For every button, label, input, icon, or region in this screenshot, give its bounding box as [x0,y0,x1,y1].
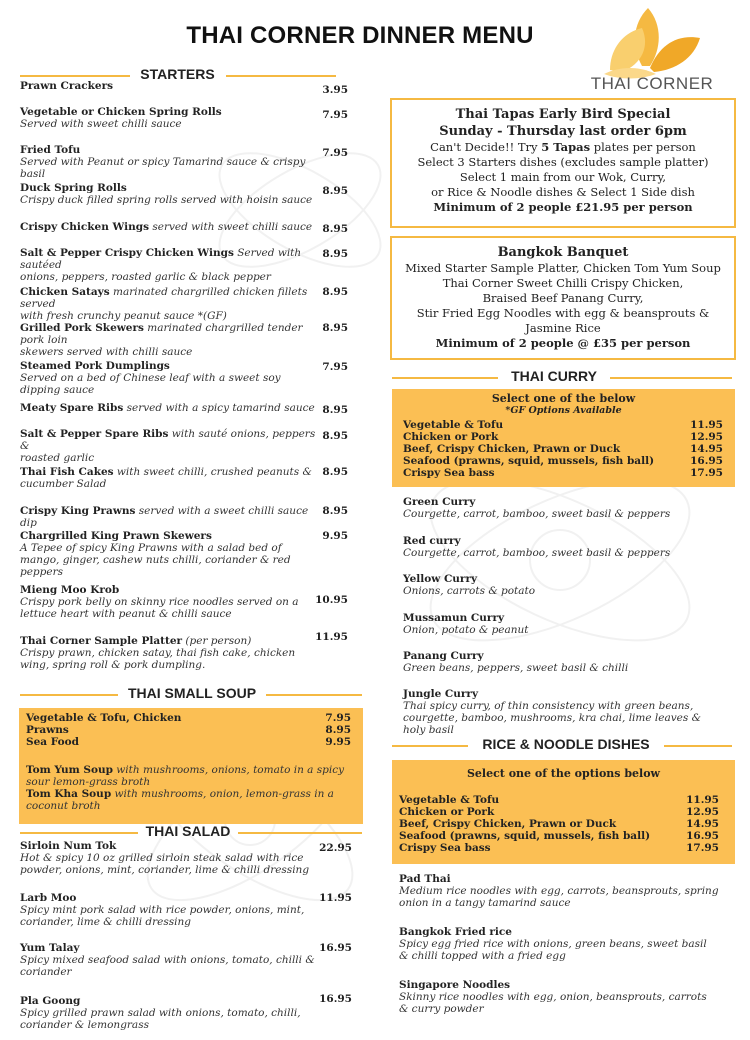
starter-item [20,182,320,206]
soup-box [19,708,363,824]
soup-item [26,764,356,788]
tapas-starters: Select 3 Starters dishes (excludes sample platter) [417,155,709,169]
curry-option-label: Vegetable & Tofu [403,419,504,431]
starter-desc: with fresh crunchy peanut sauce *(GF) [20,310,227,322]
salad-price: 11.95 [319,892,352,904]
curry-option-label: Crispy Sea bass [403,467,495,479]
curry-item [403,496,723,520]
banquet-line: Jasmine Rice [525,321,601,335]
rice-option-price: 16.95 [686,830,719,842]
starter-name: Salt & Pepper Spare Ribs [20,428,169,440]
curry-item [403,573,723,597]
starter-name: Mieng Moo Krob [20,584,120,596]
salad-rule-right [238,832,362,834]
salad-desc: Hot & spicy 10 oz grilled sirloin steak salad with rice powder, onions, mint, coriander, lime & chilli dressing [20,852,310,876]
tapas-try: Can't Decide!! Try 5 Tapas plates per person [430,140,696,154]
curry-option-row [403,467,723,479]
starter-desc: onions, peppers, roasted garlic & black pepper [20,271,271,283]
soup-desc: with mushrooms, onions, tomato in a spicy sour lemon-grass broth [26,764,345,788]
soup-desc: with mushrooms, onion, lemon-grass in a coconut broth [26,788,334,812]
tapas-main: Select 1 main from our Wok, Curry, [459,170,667,184]
starter-inline-desc: with sauté onions, peppers & [20,428,316,452]
starter-inline-desc: served with a sweet chilli sauce dip [20,505,309,529]
tapas-title: Thai Tapas Early Bird Special [455,107,671,122]
rice-option-row [399,794,719,806]
curry-select: Select one of the below [491,392,636,405]
starter-item [20,286,320,322]
rice-option-price: 17.95 [686,842,719,854]
page-title: THAI CORNER DINNER MENU [186,22,534,49]
starter-item [20,402,320,414]
starter-name: Chicken Satays [20,286,110,298]
salad-desc: Spicy mixed seafood salad with onions, tomato, chilli & coriander [20,954,315,978]
salad-heading: THAI SALAD [145,823,231,839]
salad-name: Pla Goong [20,995,81,1007]
curry-name: Red curry [403,535,461,547]
starter-price: 8.95 [322,286,348,298]
starter-name: Thai Fish Cakes [20,466,114,478]
soup-option-row [26,736,351,748]
rice-item [399,979,719,1015]
curry-desc: Thai spicy curry, of thin consistency with green beans, courgette, bamboo, mushrooms, kra chai, lime leaves & holy basil [403,700,701,736]
rice-option-row [399,818,719,830]
rice-option-row [399,806,719,818]
starter-item [20,247,320,283]
rice-option-label: Seafood (prawns, squid, mussels, fish ball) [399,830,651,842]
rice-rule-right [664,745,732,747]
starter-desc: roasted garlic [20,452,95,464]
rice-name: Singapore Noodles [399,979,511,991]
starter-price: 8.95 [322,466,348,478]
starter-name: Vegetable or Chicken Spring Rolls [20,106,222,118]
starter-item [20,530,320,578]
starter-desc: Served with sweet chilli sauce [20,118,182,130]
banquet-line: Thai Corner Sweet Chilli Crispy Chicken, [442,276,684,290]
rice-option-price: 12.95 [686,806,719,818]
curry-option-price: 11.95 [690,419,723,431]
soup-option-row [26,712,351,724]
rice-option-label: Crispy Sea bass [399,842,491,854]
starter-item [20,466,320,490]
rice-item [399,926,719,962]
starter-inline-desc: served with sweet chilli sauce [152,221,313,233]
starter-desc: Crispy prawn, chicken satay, thai fish cake, chicken wing, spring roll & pork dumpling. [20,647,296,671]
starter-price: 7.95 [322,147,348,159]
rice-box [392,760,735,864]
starter-item [20,322,320,358]
starter-item [20,428,320,464]
starters-rule-right [226,75,336,77]
rice-select: Select one of the options below [466,767,660,780]
starter-item [20,144,320,180]
tapas-side: or Rice & Noodle dishes & Select 1 Side dish [431,185,695,199]
starter-inline-desc: Served with sautéed [20,247,302,271]
banquet-box [390,236,736,360]
starter-name: Fried Tofu [20,144,81,156]
soup-option-label: Vegetable & Tofu, Chicken [26,712,182,724]
curry-name: Panang Curry [403,650,484,662]
soup-name: Tom Yum Soup [26,764,113,776]
curry-name: Jungle Curry [403,688,479,700]
rice-options [399,794,719,854]
curry-heading: THAI CURRY [511,368,597,384]
starter-item [20,635,320,671]
curry-desc: Onion, potato & peanut [403,624,529,636]
starter-price: 9.95 [322,530,348,542]
starter-name: Duck Spring Rolls [20,182,127,194]
curry-item [403,650,723,674]
soup-rule-right [266,694,362,696]
curry-gf: *GF Options Available [505,405,622,416]
starter-price: 3.95 [322,84,348,96]
rice-name: Pad Thai [399,873,451,885]
curry-option-row [403,443,723,455]
salad-item [20,942,320,978]
starter-inline-desc: (per person) [185,635,252,647]
starter-price: 8.95 [322,404,348,416]
starter-price: 11.95 [315,631,348,643]
starter-price: 7.95 [322,361,348,373]
starter-name: Thai Corner Sample Platter [20,635,183,647]
starter-name: Meaty Spare Ribs [20,402,124,414]
salad-name: Yum Talay [20,942,80,954]
soup-item [26,788,356,812]
banquet-lines [392,261,734,336]
soup-heading: THAI SMALL SOUP [127,685,257,701]
starter-price: 8.95 [322,185,348,197]
salad-desc: Spicy grilled prawn salad with onions, tomato, chilli, coriander & lemongrass [20,1007,301,1031]
salad-rule-left [20,832,138,834]
curry-name: Mussamun Curry [403,612,505,624]
soup-option-price: 9.95 [325,736,351,748]
rice-option-row [399,842,719,854]
starter-price: 8.95 [322,505,348,517]
soup-option-label: Sea Food [26,736,79,748]
curry-option-label: Chicken or Pork [403,431,499,443]
banquet-line: Stir Fried Egg Noodles with egg & beansprouts & [416,306,710,320]
starter-item [20,106,320,130]
starter-inline-desc: marinated chargrilled chicken fillets served [20,286,308,310]
salad-name: Larb Moo [20,892,77,904]
starter-price: 7.95 [322,109,348,121]
starter-item [20,360,320,396]
rice-heading: RICE & NOODLE DISHES [482,736,650,752]
banquet-min: Minimum of 2 people @ £35 per person [435,336,691,350]
rice-desc: Skinny rice noodles with egg, onion, beansprouts, carrots & curry powder [399,991,707,1015]
salad-item [20,840,320,876]
soup-types [26,764,356,812]
tapas-days: Sunday - Thursday last order 6pm [439,124,687,139]
curry-rule-right [610,377,732,379]
starter-name: Chargrilled King Prawn Skewers [20,530,212,542]
curry-option-price: 12.95 [690,431,723,443]
starter-name: Crispy King Prawns [20,505,136,517]
soup-rule-left [20,694,118,696]
starter-desc: skewers served with chilli sauce [20,346,193,358]
starter-item [20,221,320,233]
rice-item [399,873,719,909]
curry-option-price: 14.95 [690,443,723,455]
rice-option-label: Beef, Crispy Chicken, Prawn or Duck [399,818,617,830]
starter-name: Steamed Pork Dumplings [20,360,170,372]
curry-desc: Courgette, carrot, bamboo, sweet basil & peppers [403,508,671,520]
starter-item [20,584,320,620]
starter-desc: Crispy duck filled spring rolls served with hoisin sauce [20,194,313,206]
rice-desc: Medium rice noodles with egg, carrots, beansprouts, spring onion in a tangy tamarind sauce [399,885,719,909]
rice-desc: Spicy egg fried rice with onions, green beans, sweet basil & chilli topped with a fried egg [399,938,707,962]
starter-inline-desc: marinated chargrilled tender pork loin [20,322,303,346]
curry-option-row [403,419,723,431]
starter-name: Grilled Pork Skewers [20,322,144,334]
salad-item [20,995,320,1031]
starter-desc: Served on a bed of Chinese leaf with a sweet soy dipping sauce [20,372,281,396]
starter-price: 10.95 [315,594,348,606]
starter-item [20,80,320,92]
tapas-min: Minimum of 2 people £21.95 per person [433,200,693,214]
rice-option-label: Chicken or Pork [399,806,495,818]
curry-option-label: Seafood (prawns, squid, mussels, fish ball) [403,455,655,467]
curry-name: Yellow Curry [403,573,478,585]
curry-name: Green Curry [403,496,476,508]
starter-price: 8.95 [322,248,348,260]
curry-option-label: Beef, Crispy Chicken, Prawn or Duck [403,443,621,455]
starter-desc: Crispy pork belly on skinny rice noodles served on a lettuce heart with peanut & chilli sauce [20,596,299,620]
salad-desc: Spicy mint pork salad with rice powder, onions, mint, coriander, lime & chilli dressing [20,904,305,928]
starter-name: Crispy Chicken Wings [20,221,149,233]
rice-option-price: 14.95 [686,818,719,830]
soup-name: Tom Kha Soup [26,788,112,800]
rice-rule-left [392,745,468,747]
soup-option-label: Prawns [26,724,69,736]
curry-option-price: 17.95 [690,467,723,479]
starter-inline-desc: with sweet chilli, crushed peanuts & [116,466,312,478]
starter-desc: cucumber Salad [20,478,107,490]
starters-rule-left [20,75,130,77]
starter-item [20,505,320,529]
starters-heading: STARTERS [140,66,215,82]
starter-desc: Served with Peanut or spicy Tamarind sauce & crispy basil [20,156,306,180]
logo-text: THAI CORNER [590,74,714,93]
rice-name: Bangkok Fried rice [399,926,512,938]
rice-option-price: 11.95 [686,794,719,806]
starter-desc: A Tepee of spicy King Prawns with a salad bed of mango, ginger, cashew nuts chilli, coriander & red peppers [20,542,291,578]
curry-option-row [403,431,723,443]
soup-option-price: 8.95 [325,724,351,736]
salad-item [20,892,320,928]
starter-price: 8.95 [322,430,348,442]
banquet-line: Mixed Starter Sample Platter, Chicken Tom Yum Soup [405,261,721,275]
salad-price: 16.95 [319,942,352,954]
soup-options [26,712,351,748]
starter-name: Salt & Pepper Crispy Chicken Wings [20,247,234,259]
curry-rule-left [392,377,498,379]
starter-price: 8.95 [322,223,348,235]
soup-option-price: 7.95 [325,712,351,724]
curry-option-row [403,455,723,467]
curry-item [403,535,723,559]
curry-box [392,389,735,487]
curry-options [403,419,723,479]
curry-desc: Courgette, carrot, bamboo, sweet basil & peppers [403,547,671,559]
salad-name: Sirloin Num Tok [20,840,117,852]
curry-item [403,688,723,736]
salad-price: 22.95 [319,842,352,854]
curry-desc: Onions, carrots & potato [403,585,536,597]
curry-option-price: 16.95 [690,455,723,467]
rice-option-label: Vegetable & Tofu [399,794,500,806]
curry-item [403,612,723,636]
starter-inline-desc: served with a spicy tamarind sauce [126,402,315,414]
banquet-title: Bangkok Banquet [497,245,629,260]
starter-name: Prawn Crackers [20,80,114,92]
soup-option-row [26,724,351,736]
curry-desc: Green beans, peppers, sweet basil & chilli [403,662,629,674]
tapas-box [390,98,736,228]
banquet-line: Braised Beef Panang Curry, [482,291,644,305]
starter-price: 8.95 [322,322,348,334]
rice-option-row [399,830,719,842]
salad-price: 16.95 [319,993,352,1005]
